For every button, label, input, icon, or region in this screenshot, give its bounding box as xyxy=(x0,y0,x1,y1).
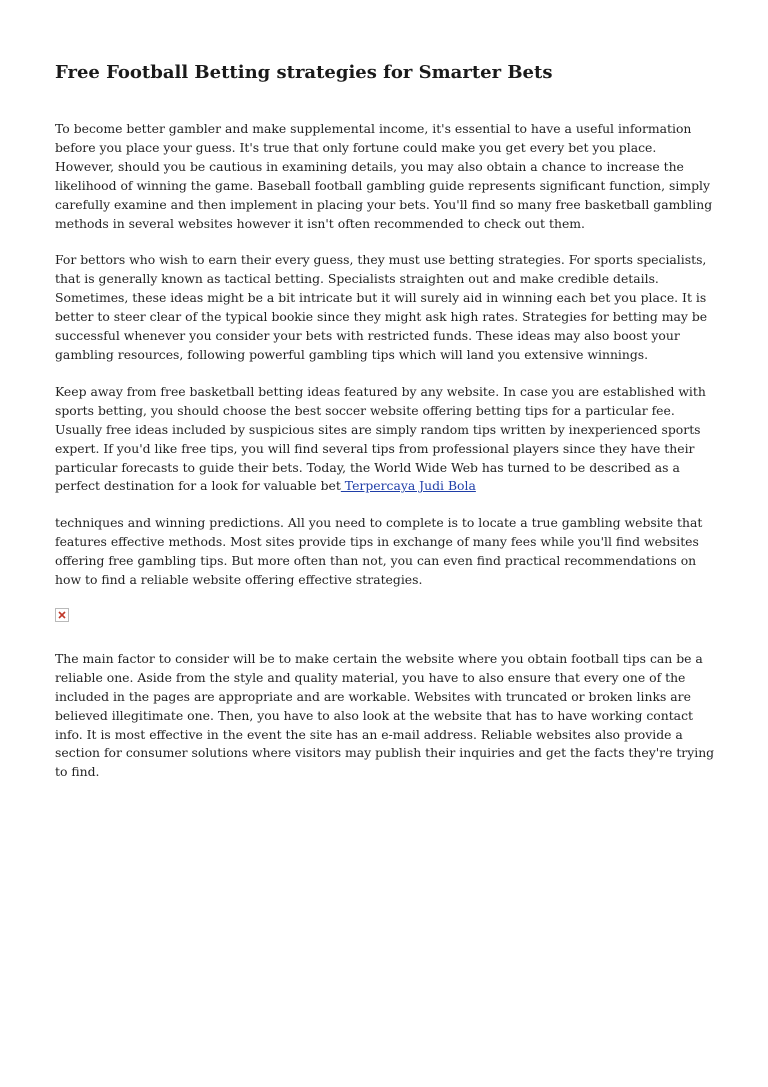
paragraph-2: For bettors who wish to earn their every guess, they must use betting strategies. For sports specialists, that is generally known as tactical betting. Specialists straighten out and make credible details. Sometimes, these ideas might be a bit intricate but it will surely aid in winning each bet you place. It is better to steer clear of the typical bookie since they might ask high rates. Strategies for betting may be successful whenever you consider your bets with restricted funds. These ideas may also boost your gambling resources, following powerful gambling tips which will land you extensive winnings. xyxy=(55,252,708,362)
paragraph-3 xyxy=(55,383,715,496)
document-page xyxy=(55,60,715,800)
paragraph-1: To become better gambler and make supplemental income, it's essential to have a useful information before you place your guess. It's true that only fortune could make you get every bet you place. However, should you be cautious in examining details, you may also obtain a chance to increase the likelihood of winning the game. Baseball football gambling guide represents significant function, simply carefully examine and then implement in placing your bets. You'll find so many free basketball gambling methods in several websites however it isn't often recommended to check out them. xyxy=(55,121,713,231)
broken-image-icon xyxy=(55,608,69,622)
page-title: Free Football Betting strategies for Smarter Bets xyxy=(55,62,553,83)
terpercaya-judi-bola-link[interactable]: Terpercaya Judi Bola xyxy=(340,478,476,494)
broken-image-x-icon xyxy=(58,611,66,619)
paragraph-4: techniques and winning predictions. All you need to complete is to locate a true gambling website that features effective methods. Most sites provide tips in exchange of many fees while you'll find websites offering free gambling tips. But more often than not, you can even find practical recommendations on how to find a reliable website offering effective strategies. xyxy=(55,515,703,588)
paragraph-5: The main factor to consider will be to make certain the website where you obtain football tips can be a reliable one. Aside from the style and quality material, you have to also ensure that every one of the included in the pages are appropriate and are workable. Websites with truncated or broken links are believed illegitimate one. Then, you have to also look at the website that has to have working contact info. It is most effective in the event the site has an e-mail address. Reliable websites also provide a section for consumer solutions where visitors may publish their inquiries and get the facts they're trying to find. xyxy=(55,650,715,780)
paragraph-3-text: Keep away from free basketball betting ideas featured by any website. In case you are established with sports betting, you should choose the best soccer website offering betting tips for a particular fee. Usually free ideas included by suspicious sites are simply random tips written by inexperienced sports expert. If you'd like free tips, you will find several tips from professional players since they have their particular forecasts to guide their bets. Today, the World Wide Web has turned to be described as a perfect destination for a look for valuable bet xyxy=(55,383,706,494)
